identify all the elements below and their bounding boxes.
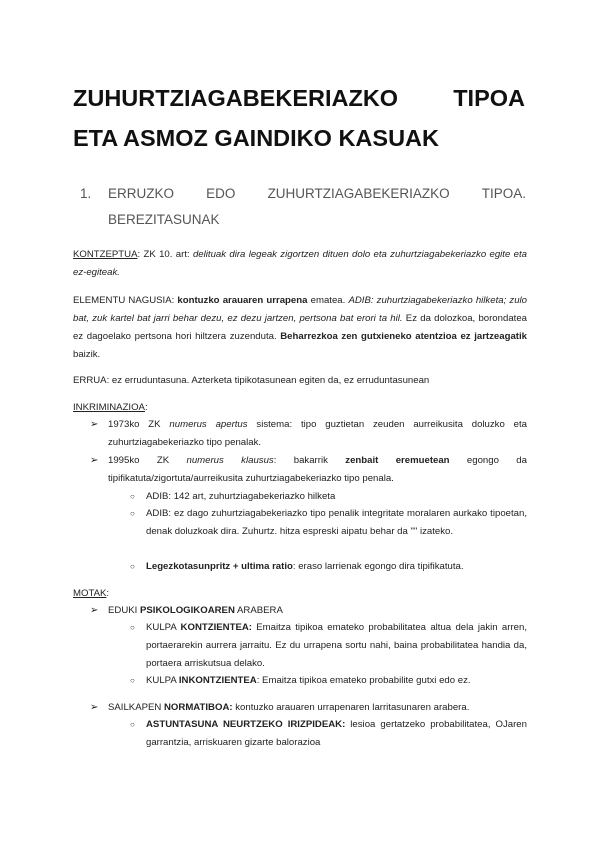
- item-text: SAILKAPEN: [108, 702, 164, 713]
- section-number: 1.: [80, 186, 92, 201]
- title-line1-part1: ZUHURTZIAGABEKERIAZKO: [73, 85, 399, 111]
- inkriminazioa-heading: [73, 399, 527, 417]
- section-word-3: ZUHURTZIAGABEKERIAZKO: [267, 186, 450, 201]
- item-bold: NORMATIBOA:: [164, 702, 233, 713]
- item-text: KULPA: [146, 675, 179, 686]
- item-text: ARABERA: [234, 605, 283, 616]
- item-text: EDUKI: [108, 605, 140, 616]
- motak-heading: [73, 585, 527, 603]
- list-item: [108, 452, 527, 488]
- errua-paragraph: ERRUA: ez erruduntasuna. Azterketa tipikotasunean egiten da, ez erruduntasunean: [73, 375, 430, 386]
- sub-list-item: ADIB: ez dago zuhurtziagabekeriazko tipo penalik integritate moralaren aurkako tipoetan, denak doluzkoak dira. Zuhurtz. hitza espreski aipatu behar da "" izateko.: [146, 508, 527, 537]
- circle-bullet-icon: ○: [130, 676, 135, 685]
- kontzeptua-ref: : ZK 10. art:: [137, 249, 193, 260]
- section-word-4: TIPOA.: [481, 186, 526, 201]
- item-text: lesioa gertatzeko probabilitatea, OJaren garrantzia, arriskuaren gizarte balorazioa: [146, 719, 527, 748]
- elementu-bold1: kontuzko arauaren urrapena: [177, 295, 308, 306]
- elementu-text1: ematea.: [307, 295, 349, 306]
- arrow-bullet-icon: ➢: [90, 702, 99, 713]
- item-text: : bakarrik: [273, 455, 346, 466]
- item-text: 1973ko ZK: [108, 419, 170, 430]
- sub-list-item: [146, 619, 527, 673]
- circle-bullet-icon: ○: [130, 562, 135, 571]
- elementu-bold2: Beharrezkoa zen gutxieneko atentzioa ez jartzeagatik: [280, 331, 527, 342]
- sub-list-item: [146, 716, 527, 752]
- inkriminazioa-colon: :: [144, 402, 148, 413]
- motak-colon: :: [106, 588, 110, 599]
- item-text: kontuzko arauaren urrapenaren larritasunaren arabera.: [232, 702, 470, 713]
- list-item: [108, 602, 527, 620]
- item-text: : eraso larrienak egongo dira tipifikatuta.: [292, 561, 464, 572]
- circle-bullet-icon: ○: [130, 509, 135, 518]
- item-bold: ASTUNTASUNA NEURTZEKO IRIZPIDEAK:: [146, 719, 346, 730]
- item-text: sistema: tipo guztietan zeuden aurreikusita doluzko eta zuhurtziagabekeriazko tipo penalak.: [108, 419, 527, 448]
- title-line1-part2: TIPOA: [453, 85, 525, 111]
- elementu-paragraph: [73, 292, 527, 364]
- elementu-text2: Ez da dolozkoa, borondatea ez dagoelako pertsona hori hiltzera zuzenduta.: [73, 313, 527, 342]
- list-item: [108, 699, 527, 717]
- arrow-bullet-icon: ➢: [90, 455, 99, 466]
- elementu-example: ADIB: zuhurtziagabekeriazko hilketa; zulo bat, zuk kartel bat jarri behar dezu, ez dezu jartzen, pertsona bat erori ta hil.: [73, 295, 527, 324]
- kontzeptua-paragraph: [73, 246, 527, 282]
- sub-list-item: ADIB: 142 art, zuhurtziagabekeriazko hilketa: [146, 491, 336, 502]
- inkriminazioa-label: INKRIMINAZIOA: [73, 402, 145, 413]
- motak-label: MOTAK: [73, 588, 107, 599]
- item-italic: numerus apertus: [169, 419, 248, 430]
- item-bold: INKONTZIENTEA: [178, 675, 257, 686]
- circle-bullet-icon: ○: [130, 623, 135, 632]
- item-bold: zenbait eremuetean: [345, 455, 450, 466]
- page-title: [73, 78, 525, 158]
- title-line2: ETA ASMOZ GAINDIKO KASUAK: [73, 125, 439, 151]
- item-bold: KONTZIENTEA:: [180, 622, 252, 633]
- item-text: KULPA: [146, 622, 181, 633]
- kontzeptua-label: KONTZEPTUA: [73, 249, 138, 260]
- item-text: egongo da tipifikatuta/zigortuta/aurreikusita zuhurtziagabekeriazko tipo penala.: [108, 455, 527, 484]
- elementu-text3: baizik.: [73, 349, 101, 360]
- elementu-label: ELEMENTU NAGUSIA:: [73, 295, 178, 306]
- item-text: : Emaitza tipikoa emateko probabilite gutxi edo ez.: [256, 675, 471, 686]
- item-italic: numerus klausus: [186, 455, 274, 466]
- sub-list-item: [146, 558, 527, 576]
- section-heading: [80, 181, 526, 233]
- item-bold: PSIKOLOGIKOAREN: [140, 605, 235, 616]
- kontzeptua-text: delituak dira legeak zigortzen dituen dolo eta zuhurtziagabekeriazko egite eta ez-egiteak.: [73, 249, 527, 278]
- list-item: [108, 416, 527, 452]
- sub-list-item: [146, 672, 527, 690]
- circle-bullet-icon: ○: [130, 720, 135, 729]
- circle-bullet-icon: ○: [130, 492, 135, 501]
- arrow-bullet-icon: ➢: [90, 605, 99, 616]
- section-line2: BEREZITASUNAK: [108, 212, 220, 227]
- item-bold: Legezkotasunpritz + ultima ratio: [146, 561, 293, 572]
- section-word-1: ERRUZKO: [108, 186, 175, 201]
- arrow-bullet-icon: ➢: [90, 419, 99, 430]
- section-word-2: EDO: [206, 186, 236, 201]
- item-text: Emaitza tipikoa emateko probabilitatea altua dela jakin arren, portaerarekin aurrera jarraitu. Ez du urrapena sortu nahi, baina probabilitatea handia da, portaera arriskutsua delako.: [146, 622, 527, 669]
- item-text: 1995ko ZK: [108, 455, 187, 466]
